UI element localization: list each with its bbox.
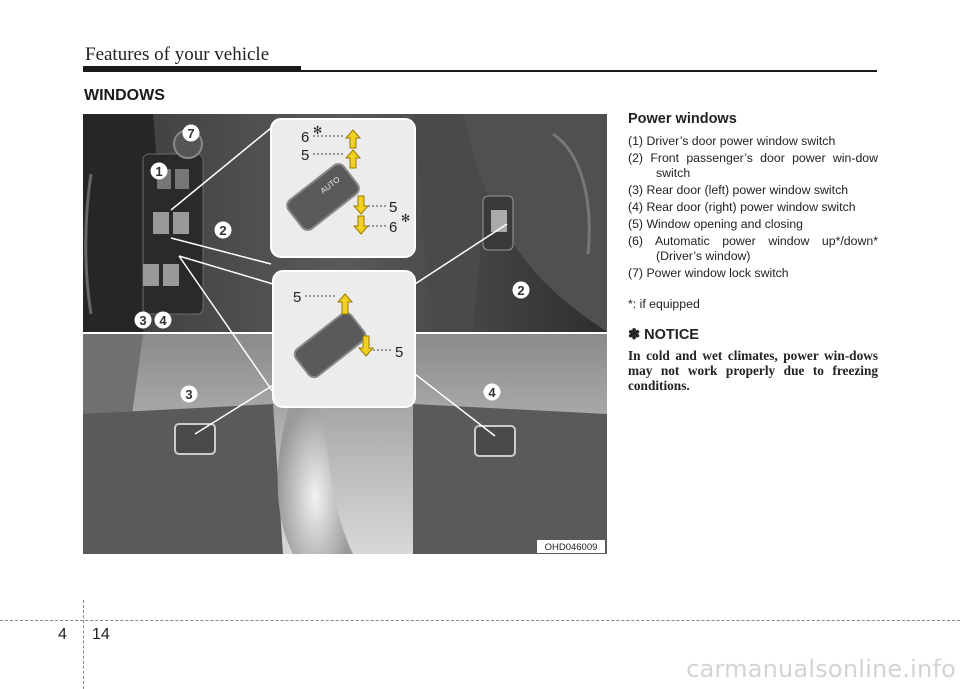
auto-label: AUTO [318,174,342,196]
top-label-5b: 5 [389,199,398,216]
content-column [628,112,878,393]
page-number: 14 [92,626,110,643]
notice-body: In cold and wet climates, power win-dows may not work properly due to freezing conditions. [628,348,878,393]
rear-right-door-switch [475,426,515,456]
list-item: (7) Power window lock switch [628,266,789,280]
rear-left-switch [143,264,159,286]
list-item: (5) Window opening and closing [628,217,803,231]
chapter-number: 4 [58,626,67,643]
header-title: Features of your vehicle [85,44,270,65]
callout-2-passenger: 2 [517,283,525,298]
callout-4: 4 [159,313,167,328]
list-item: (2) Front passenger’s door power win-dow switch [628,151,878,180]
footer-vertical-divider [83,600,84,689]
callout-4-rear: 4 [488,385,496,400]
rear-left-door-switch [175,424,215,454]
callout-7: 7 [187,126,195,141]
footer-divider [0,620,960,621]
subheading: Power windows [628,111,737,127]
list-item: (1) Driver’s door power window switch [628,134,836,148]
header-rule [83,70,877,72]
figure-code: OHD046009 [544,542,598,553]
window-switches-figure [83,114,607,554]
bottom-star: ✻ [401,212,411,225]
mid-label-5b: 5 [395,344,404,361]
callout-3-rear: 3 [185,387,193,402]
top-label-6: 6 [301,129,310,146]
list-item: (4) Rear door (right) power window switch [628,200,856,214]
section-heading: WINDOWS [84,87,165,104]
rear-right-switch [163,264,179,286]
mid-label-5a: 5 [293,289,302,306]
driver-switch [153,212,169,234]
watermark: carmanualsonline.info [686,655,956,683]
top-label-5: 5 [301,147,310,164]
top-label-6b: 6 [389,219,398,236]
callout-2: 2 [219,223,227,238]
top-star: ✻ [313,124,323,137]
passenger-switch [173,212,189,234]
list-item: (6) Automatic power window up*/down* (Driver’s window) [628,234,878,263]
notice-title: ✽ NOTICE [628,327,699,343]
callout-1: 1 [155,164,163,179]
list-item: (3) Rear door (left) power window switch [628,183,849,197]
callout-3: 3 [139,313,147,328]
footnote: *: if equipped [628,297,700,311]
item-list [628,134,878,281]
